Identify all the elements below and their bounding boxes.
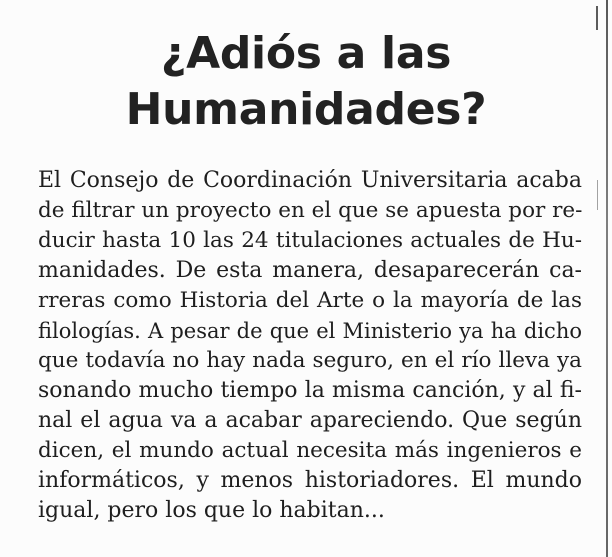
body-line: igual, pero los que lo habitan...	[38, 498, 385, 523]
body-line: nal el agua va a acabar apareciendo. Que según	[38, 408, 582, 433]
body-line: ducir hasta 10 las 24 titulaciones actuales de Hu-	[38, 228, 582, 253]
headline-line-1: ¿Adiós a las	[160, 28, 452, 79]
body-line: de filtrar un proyecto en el que se apuesta por re-	[38, 198, 583, 223]
body-line: rreras como Historia del Arte o la mayoría de las	[38, 288, 582, 313]
article-body	[38, 166, 582, 526]
article-headline	[0, 26, 612, 138]
body-line: manidades. De esta manera, desaparecerán ca-	[38, 258, 582, 283]
body-line: dicen, el mundo actual necesita más ingenieros e	[38, 438, 582, 463]
body-line: informáticos, y menos historiadores. El mundo	[38, 468, 582, 493]
body-line: sonando mucho tiempo la misma canción, y al fi-	[38, 378, 582, 403]
headline-line-2: Humanidades?	[125, 84, 487, 135]
page-edge-mark	[597, 180, 598, 210]
body-line: El Consejo de Coordinación Universitaria acaba	[38, 168, 582, 193]
body-line: que todavía no hay nada seguro, en el río lleva ya	[38, 348, 582, 373]
body-line: filologías. A pesar de que el Ministerio ya ha dicho	[38, 319, 582, 343]
